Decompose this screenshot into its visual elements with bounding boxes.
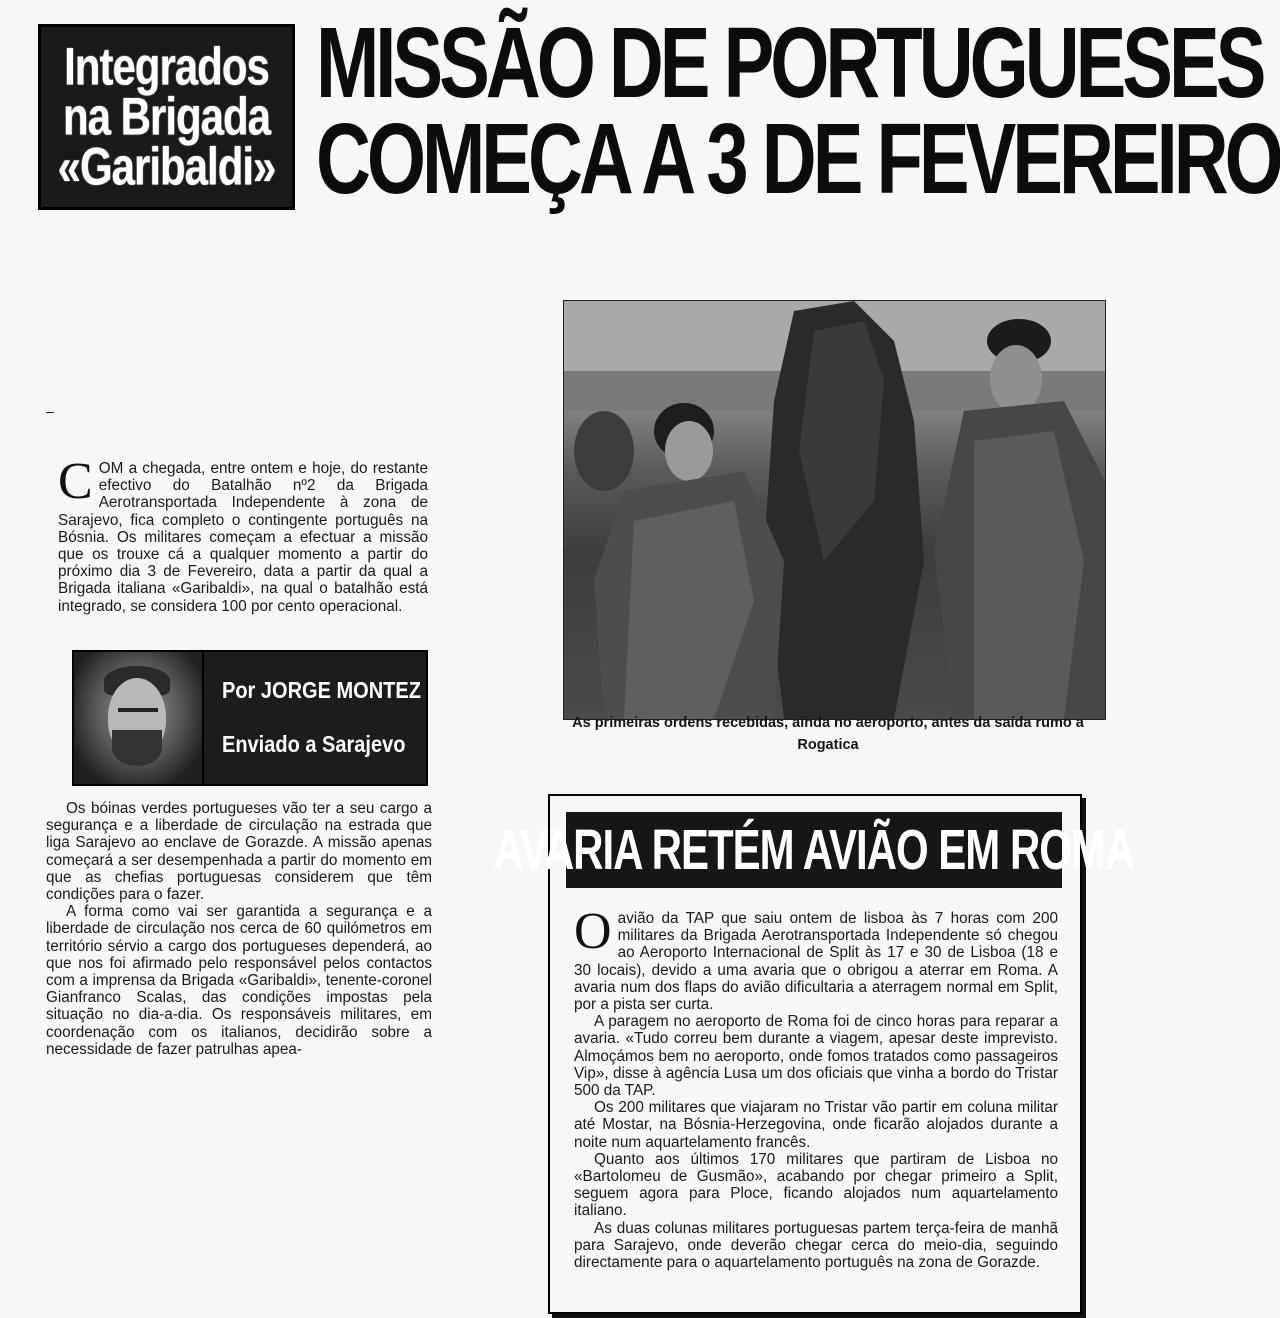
author-portrait xyxy=(74,652,204,784)
sidebar-headline: AVARIA RETÉM AVIÃO EM ROMA xyxy=(493,817,1135,882)
intro-dropcap: C xyxy=(58,453,93,510)
sidebar-paragraph-1: Oavião da TAP que saiu ontem de lisboa às 7 horas com 200 militares da Brigada Aerotransportada Independente só chegou ao Aeroporto Internacional de Split às 17 e 30 de Lisboa (18 e 30 locais), devido a uma avaria que o obrigou a aterrar em Roma. A avaria num dos flaps do avião dificultaria a aterragem normal em Split, por a pista ser curta. xyxy=(574,903,1058,1014)
main-body xyxy=(46,800,432,1058)
photo-caption: As primeiras ordens recebidas, ainda no aeroporto, antes da saída rumo a Rogatica xyxy=(572,715,1084,753)
body-paragraph-1: Os bóinas verdes portugueses vão ter a seu cargo a segurança e a liberdade de circulação na estrada que liga Sarajevo ao enclave de Gorazde. A missão apenas começará a ser desempenhada a partir do momento em que as chefias portuguesas considerem que têm condições para o fazer. xyxy=(46,800,432,904)
soldiers-photo-image xyxy=(564,301,1105,719)
news-photo xyxy=(563,300,1106,720)
kicker-box xyxy=(38,24,295,210)
headline-line-1: MISSÃO DE PORTUGUESES xyxy=(316,7,1263,120)
sidebar-dropcap: O xyxy=(574,903,612,960)
body-paragraph-2: A forma como vai ser garantida a segurança e a liberdade de circulação nos cerca de 60 quilómetros em território sérvio a cargo dos portugueses dependerá, ao que nos foi afirmado pelo responsável pelos contactos com a imprensa da Brigada «Garibaldi», tenente-coronel Gianfranco Scalas, das condições impostas pela situação no dia-a-dia. Os responsáveis militares, em coordenação com os italianos, decidirão sobre a necessidade de fazer patrulhas apea- xyxy=(46,903,432,1058)
byline-box xyxy=(72,650,428,786)
kicker-line-1: Integrados xyxy=(64,37,269,96)
kicker-line-3: «Garibaldi» xyxy=(57,137,276,196)
sidebar-paragraph-3: Os 200 militares que viajaram no Tristar vão partir em coluna militar até Mostar, na Bósnia-Herzegovina, onde ficarão alojados durante a noite num aquartelamento francês. xyxy=(574,1099,1058,1151)
kicker-line-2: na Brigada xyxy=(62,87,271,146)
sidebar-headline-bar xyxy=(493,812,1135,888)
byline-role: Enviado a Sarajevo xyxy=(222,732,406,758)
divider xyxy=(46,412,54,413)
sidebar-text xyxy=(574,903,1058,1272)
sidebar-paragraph-2: A paragem no aeroporto de Roma foi de cinco horas para reparar a avaria. «Tudo correu bem durante a viagem, apesar deste imprevisto. Almoçámos bem no aeroporto, onde fomos tratados como passageiros Vip», disse à agência Lusa um dos oficiais que vinha a bordo do Tristar 500 da TAP. xyxy=(574,1013,1058,1100)
headline-line-2: COMEÇA A 3 DE FEVEREIRO xyxy=(316,103,1280,216)
intro-paragraph xyxy=(58,453,428,615)
sidebar-paragraph-4: Quanto aos últimos 170 militares que partiram de Lisboa no «Bartolomeu de Gusmão», acabando por chegar primeiro a Split, seguem agora para Ploce, ficando alojados num aquartelamento italiano. xyxy=(574,1150,1058,1220)
intro-text: OM a chegada, entre ontem e hoje, do restante efectivo do Batalhão nº2 da Brigada Aerotransportada Independente à zona de Sarajevo, fica completo o contingente português na Bósnia. Os militares começam a efectuar a missão que os trouxe cá a qualquer momento a partir do próximo dia 3 de Fevereiro, data a partir da qual a Brigada italiana «Garibaldi», na qual o batalhão está integrado, se considera 100 por cento operacional. xyxy=(58,460,428,615)
byline-author: Por JORGE MONTEZ xyxy=(222,678,421,704)
sidebar-paragraph-5: As duas colunas militares portuguesas partem terça-feira de manhã para Sarajevo, onde deverão chegar cerca do meio-dia, seguindo directamente para o aquartelamento português na zona de Gorazde. xyxy=(574,1219,1058,1272)
main-headline xyxy=(316,7,1280,216)
